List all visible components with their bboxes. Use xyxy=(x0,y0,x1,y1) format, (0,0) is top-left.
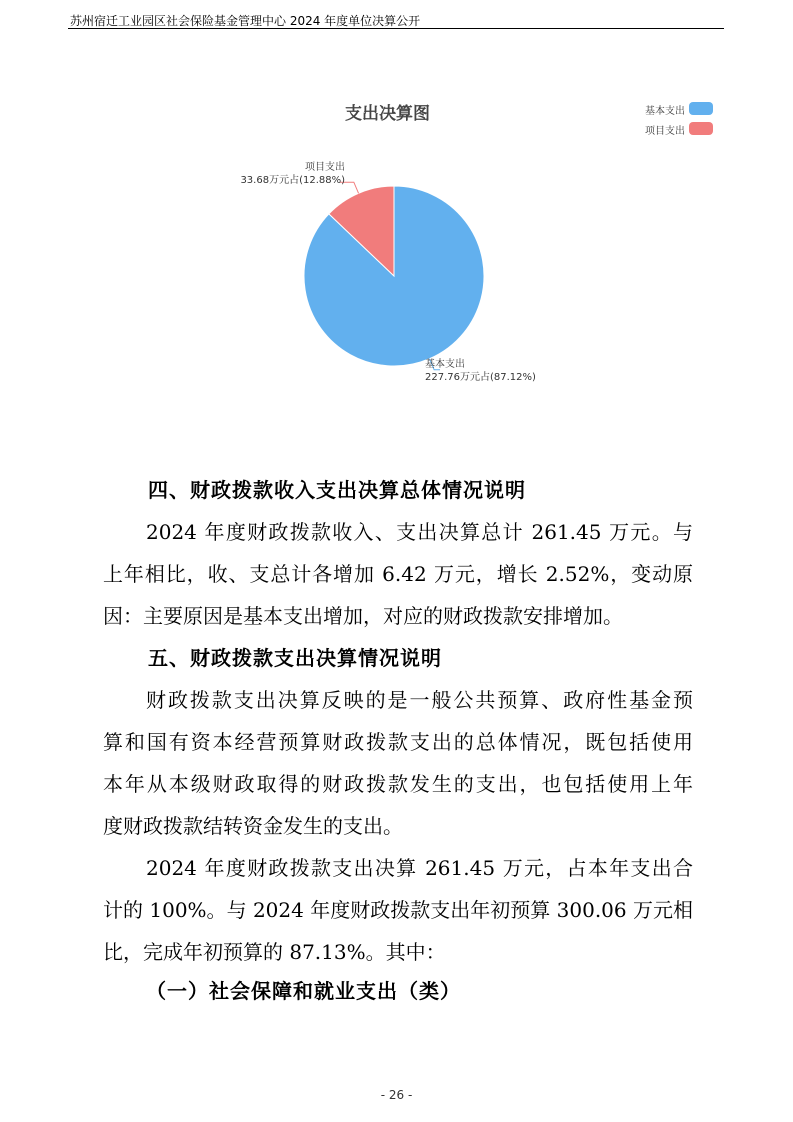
paragraph-line: 比，完成年初预算的 87.13%。其中： xyxy=(103,940,446,964)
paragraph-line: 2024 年度财政拨款收入、支出决算总计 261.45 万元。与 xyxy=(146,520,693,544)
legend-label: 项目支出 xyxy=(645,126,685,137)
pie-label-value: 227.76万元占(87.12%) xyxy=(425,371,536,383)
paragraph-line: 财政拨款支出决算反映的是一般公共预算、政府性基金预 xyxy=(146,688,693,712)
pie-chart xyxy=(0,0,793,420)
chart-title: 支出决算图 xyxy=(345,104,430,124)
pie-label-name: 基本支出 xyxy=(425,358,465,370)
paragraph-line: 本年从本级财政取得的财政拨款发生的支出，也包括使用上年 xyxy=(103,772,693,796)
pie-label-name: 项目支出 xyxy=(305,162,345,174)
subsection-heading: （一）社会保障和就业支出（类） xyxy=(146,979,461,1003)
paragraph-line: 度财政拨款结转资金发生的支出。 xyxy=(103,814,403,838)
legend-label: 基本支出 xyxy=(645,106,685,117)
page-number: - 26 - xyxy=(380,1088,413,1102)
document-header: 苏州宿迁工业园区社会保险基金管理中心 2024 年度单位决算公开 xyxy=(70,14,421,28)
paragraph-line: 计的 100%。与 2024 年度财政拨款支出年初预算 300.06 万元相 xyxy=(103,898,693,922)
section-heading-5: 五、财政拨款支出决算情况说明 xyxy=(148,646,442,670)
paragraph-line: 上年相比，收、支总计各增加 6.42 万元，增长 2.52%，变动原 xyxy=(103,562,693,586)
paragraph-line: 算和国有资本经营预算财政拨款支出的总体情况，既包括使用 xyxy=(103,730,693,754)
pie-label-value: 33.68万元占(12.88%) xyxy=(240,175,345,187)
paragraph-line: 因：主要原因是基本支出增加，对应的财政拨款安排增加。 xyxy=(103,604,623,628)
paragraph-line: 2024 年度财政拨款支出决算 261.45 万元，占本年支出合 xyxy=(146,856,693,880)
section-heading-4: 四、财政拨款收入支出决算总体情况说明 xyxy=(148,478,526,502)
